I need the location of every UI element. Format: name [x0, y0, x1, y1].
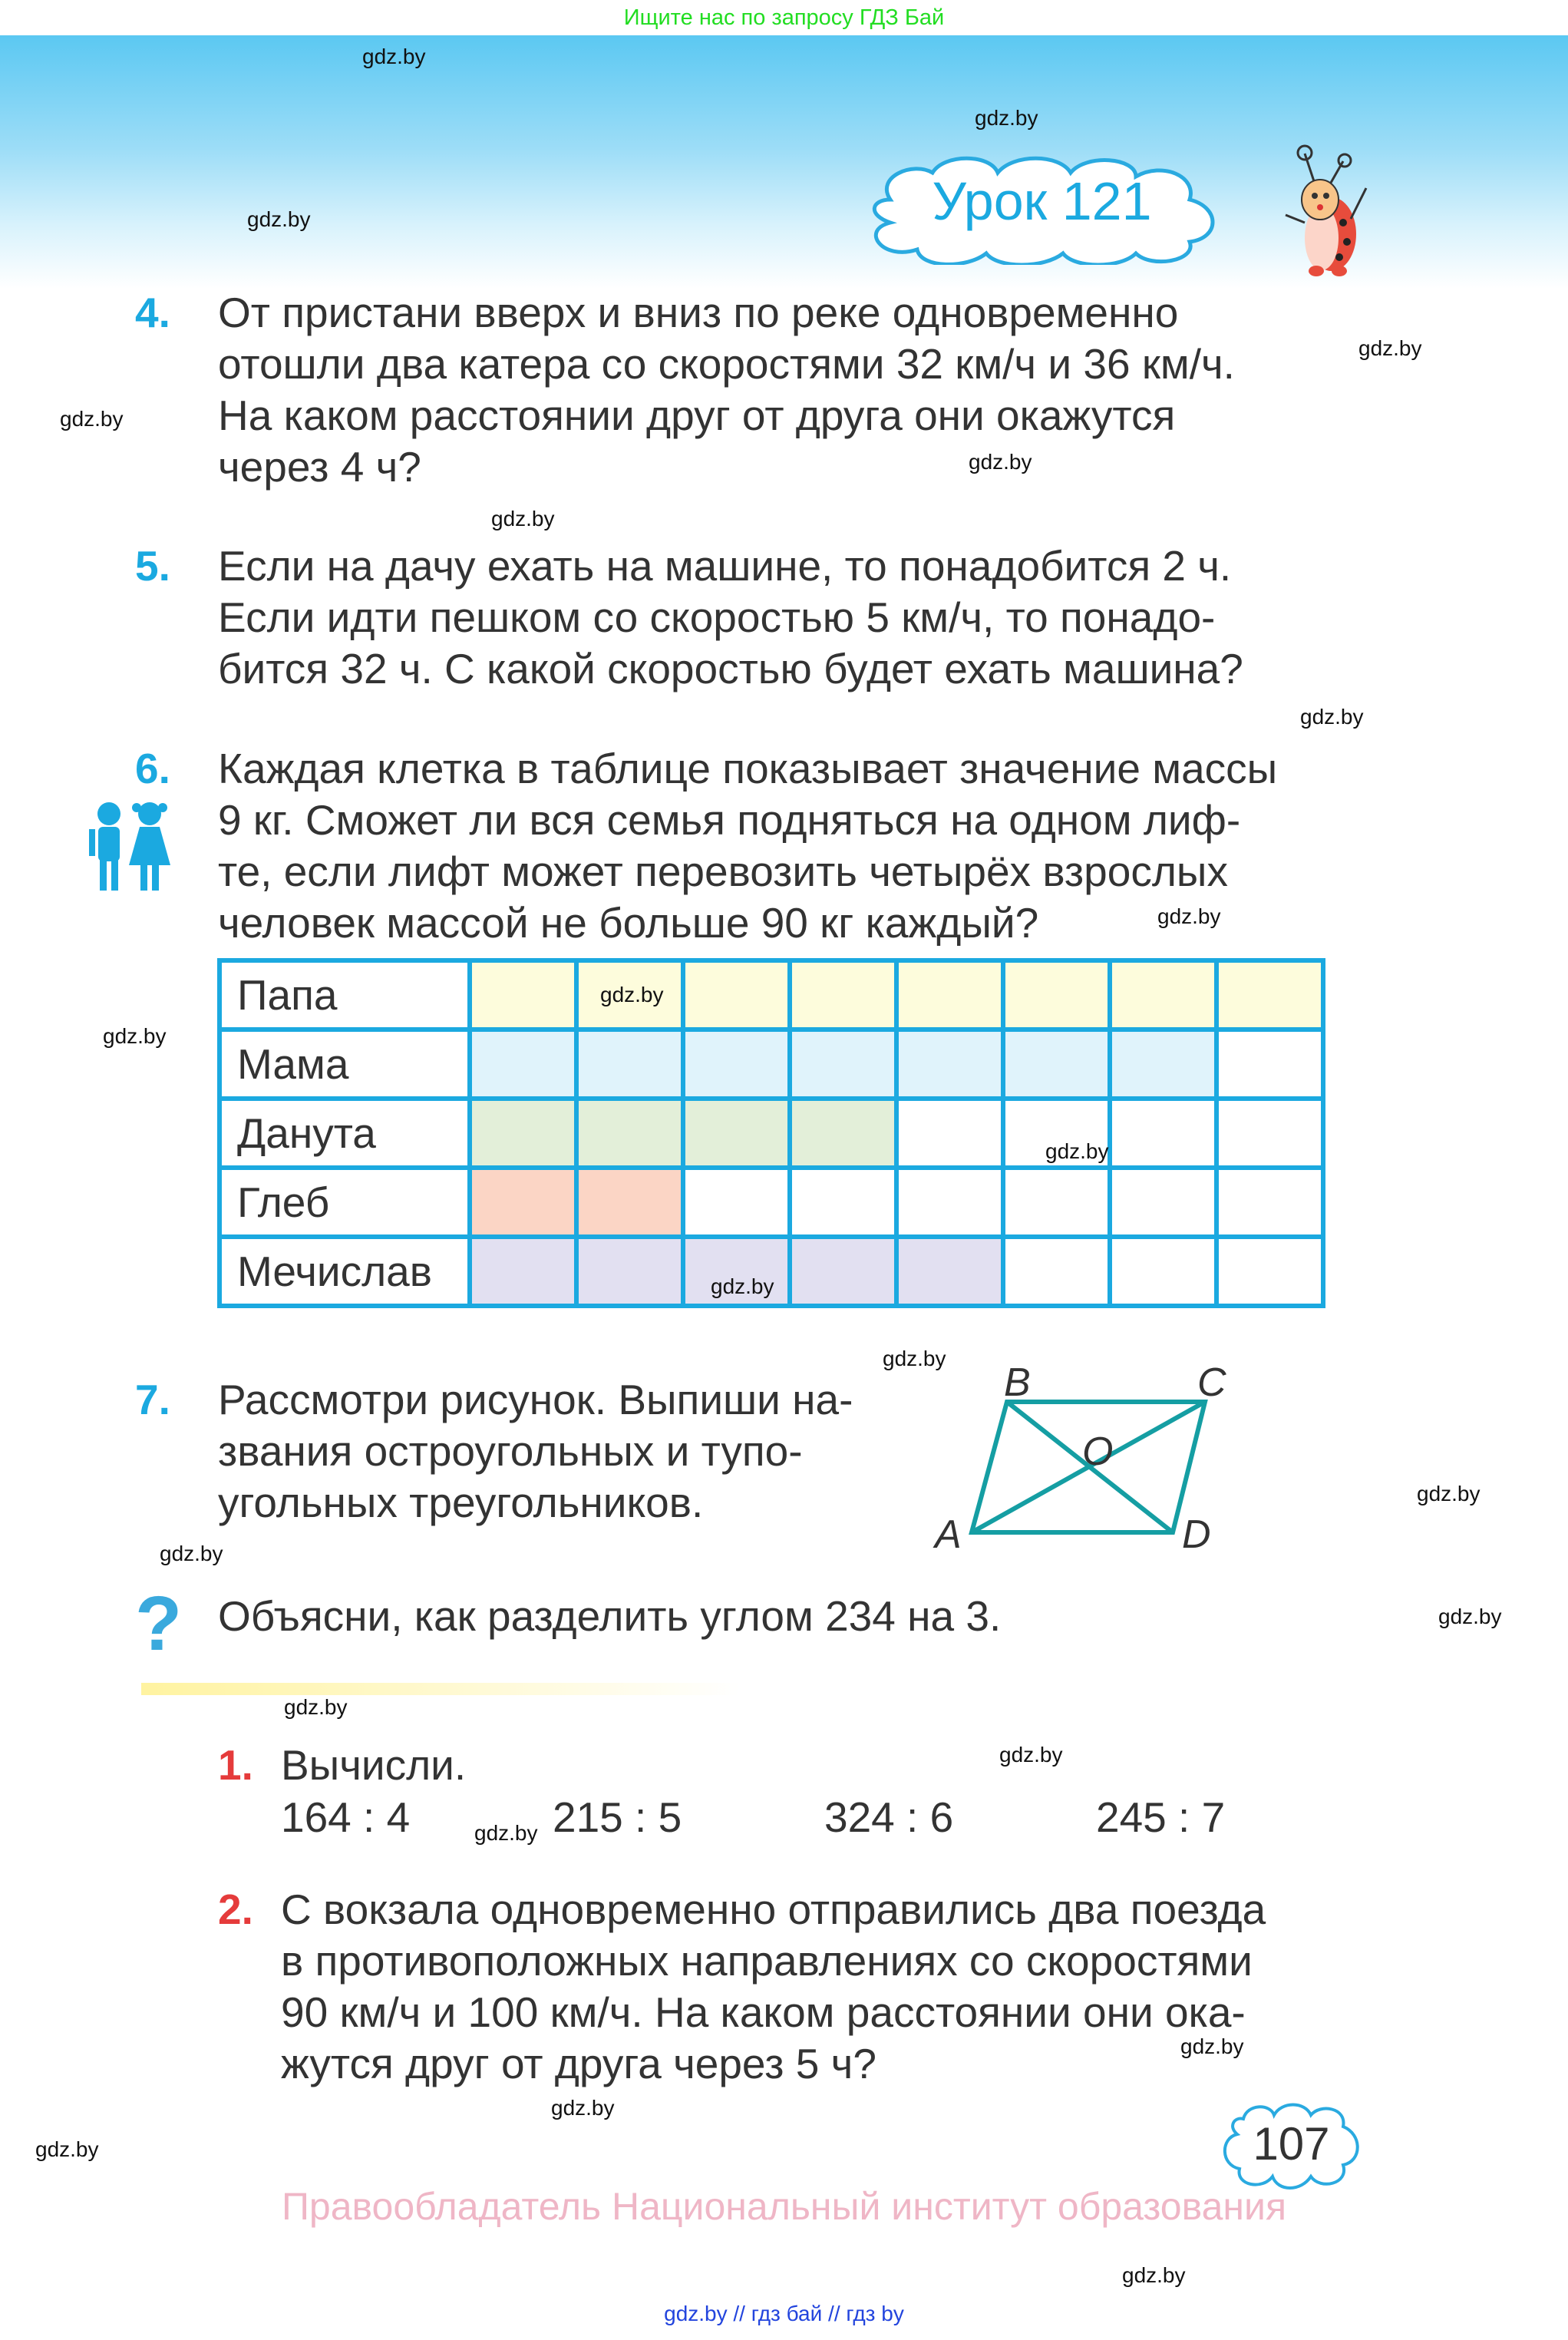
watermark: gdz.by: [491, 507, 555, 530]
watermark: gdz.by: [969, 450, 1032, 474]
row-label: Папа: [220, 960, 470, 1030]
watermark: gdz.by: [975, 106, 1038, 130]
task-number: 5.: [135, 542, 170, 590]
task-7: [135, 1374, 170, 1426]
top-banner-text: Ищите нас по запросу ГДЗ Бай: [623, 5, 945, 30]
watermark: gdz.by: [362, 45, 426, 68]
task-number: 7.: [135, 1376, 170, 1423]
top-banner: [0, 0, 1568, 35]
review-task-1-title: Вычисли.: [281, 1741, 467, 1789]
expression: 164 : 4: [281, 1793, 411, 1841]
watermark: gdz.by: [60, 407, 124, 431]
watermark: gdz.by: [883, 1347, 946, 1370]
row-label: Данута: [220, 1099, 470, 1168]
watermark: gdz.by: [1417, 1482, 1481, 1505]
watermark: gdz.by: [160, 1542, 223, 1565]
watermark: gdz.by: [1122, 2263, 1186, 2287]
watermark: gdz.by: [600, 983, 664, 1006]
text-line: С вокзала одновременно отправились два поезда: [281, 1886, 1266, 1933]
text-line: бится 32 ч. С какой скоростью будет ехать машина?: [218, 645, 1243, 692]
table-row: [220, 1168, 1323, 1237]
task-4: [135, 287, 170, 339]
text-line: звания остроугольных и тупо-: [218, 1427, 803, 1475]
expression: 215 : 5: [553, 1793, 682, 1841]
expression: 324 : 6: [824, 1793, 954, 1841]
task-5: [135, 540, 170, 592]
vertex-label-b: B: [1004, 1360, 1031, 1405]
copyright-notice: Правообладатель Национальный институт образования: [281, 2185, 1287, 2228]
watermark: gdz.by: [1358, 336, 1422, 360]
parallelogram-figure: [921, 1351, 1381, 1551]
row-label: Мама: [220, 1030, 470, 1099]
text-line: Если на дачу ехать на машине, то понадобится 2 ч.: [218, 542, 1232, 590]
question-text: Объясни, как разделить углом 234 на 3.: [218, 1592, 1002, 1640]
text-line: Если идти пешком со скоростью 5 км/ч, то понадо-: [218, 593, 1216, 641]
text-line: в противоположных направлениях со скоростями: [281, 1937, 1253, 1985]
task-6: [135, 743, 170, 795]
watermark: gdz.by: [35, 2137, 99, 2161]
text-line: От пристани вверх и вниз по реке одновременно: [218, 289, 1179, 336]
review-task-2: [218, 1884, 253, 1935]
watermark: gdz.by: [1157, 904, 1221, 928]
review-task-1: [218, 1740, 253, 1791]
task-number: 4.: [135, 289, 170, 336]
watermark: gdz.by: [103, 1024, 167, 1048]
watermark: gdz.by: [247, 207, 311, 231]
task-number: 1.: [218, 1741, 253, 1789]
watermark: gdz.by: [999, 1743, 1063, 1767]
watermark: gdz.by: [1045, 1139, 1109, 1163]
page-number: 107: [1253, 2118, 1330, 2170]
mass-table: [217, 958, 1325, 1308]
vertex-label-c: C: [1197, 1360, 1226, 1405]
task-5-text: [218, 540, 1362, 695]
task-4-text: [218, 287, 1362, 493]
text-line: жутся друг от друга через 5 ч?: [281, 2040, 876, 2087]
task-number: 6.: [135, 745, 170, 792]
text-line: человек массой не больше 90 кг каждый?: [218, 899, 1039, 947]
table-row: [220, 1030, 1323, 1099]
task-7-text: [218, 1374, 909, 1529]
watermark: gdz.by: [1300, 705, 1364, 729]
vertex-label-a: A: [935, 1512, 962, 1551]
question-mark-icon: ?: [135, 1581, 183, 1667]
vertex-label-o: O: [1082, 1429, 1114, 1474]
watermark: gdz.by: [474, 1821, 538, 1845]
watermark: gdz.by: [711, 1274, 774, 1298]
watermark: gdz.by: [551, 2096, 615, 2120]
footer-links[interactable]: gdz.by // гдз бай // гдз by: [664, 2302, 904, 2325]
table-row: [220, 1099, 1323, 1168]
vertex-label-d: D: [1182, 1512, 1211, 1551]
text-line: через 4 ч?: [218, 443, 421, 491]
review-task-2-text: [281, 1884, 1371, 2090]
ladybug-mascot-icon: [1274, 142, 1381, 276]
text-line: угольных треугольников.: [218, 1479, 704, 1526]
text-line: те, если лифт может перевозить четырёх взрослых: [218, 848, 1228, 895]
row-label: Мечислав: [220, 1237, 470, 1306]
children-pair-icon: [84, 800, 180, 892]
expression: 245 : 7: [1096, 1793, 1226, 1841]
task-6-text: [218, 743, 1362, 949]
table-row: [220, 960, 1323, 1030]
watermark: gdz.by: [284, 1695, 348, 1719]
text-line: 9 кг. Сможет ли вся семья подняться на одном лиф-: [218, 796, 1241, 844]
task-number: 2.: [218, 1886, 253, 1933]
watermark: gdz.by: [1438, 1605, 1502, 1628]
lesson-title: Урок 121: [932, 171, 1152, 231]
text-line: 90 км/ч и 100 км/ч. На каком расстоянии они ока-: [281, 1988, 1246, 2036]
text-line: Рассмотри рисунок. Выпиши на-: [218, 1376, 853, 1423]
text-line: Каждая клетка в таблице показывает значение массы: [218, 745, 1278, 792]
row-label: Глеб: [220, 1168, 470, 1237]
watermark: gdz.by: [1180, 2034, 1244, 2058]
text-line: отошли два катера со скоростями 32 км/ч и 36 км/ч.: [218, 340, 1235, 388]
text-line: На каком расстоянии друг от друга они окажутся: [218, 392, 1176, 439]
